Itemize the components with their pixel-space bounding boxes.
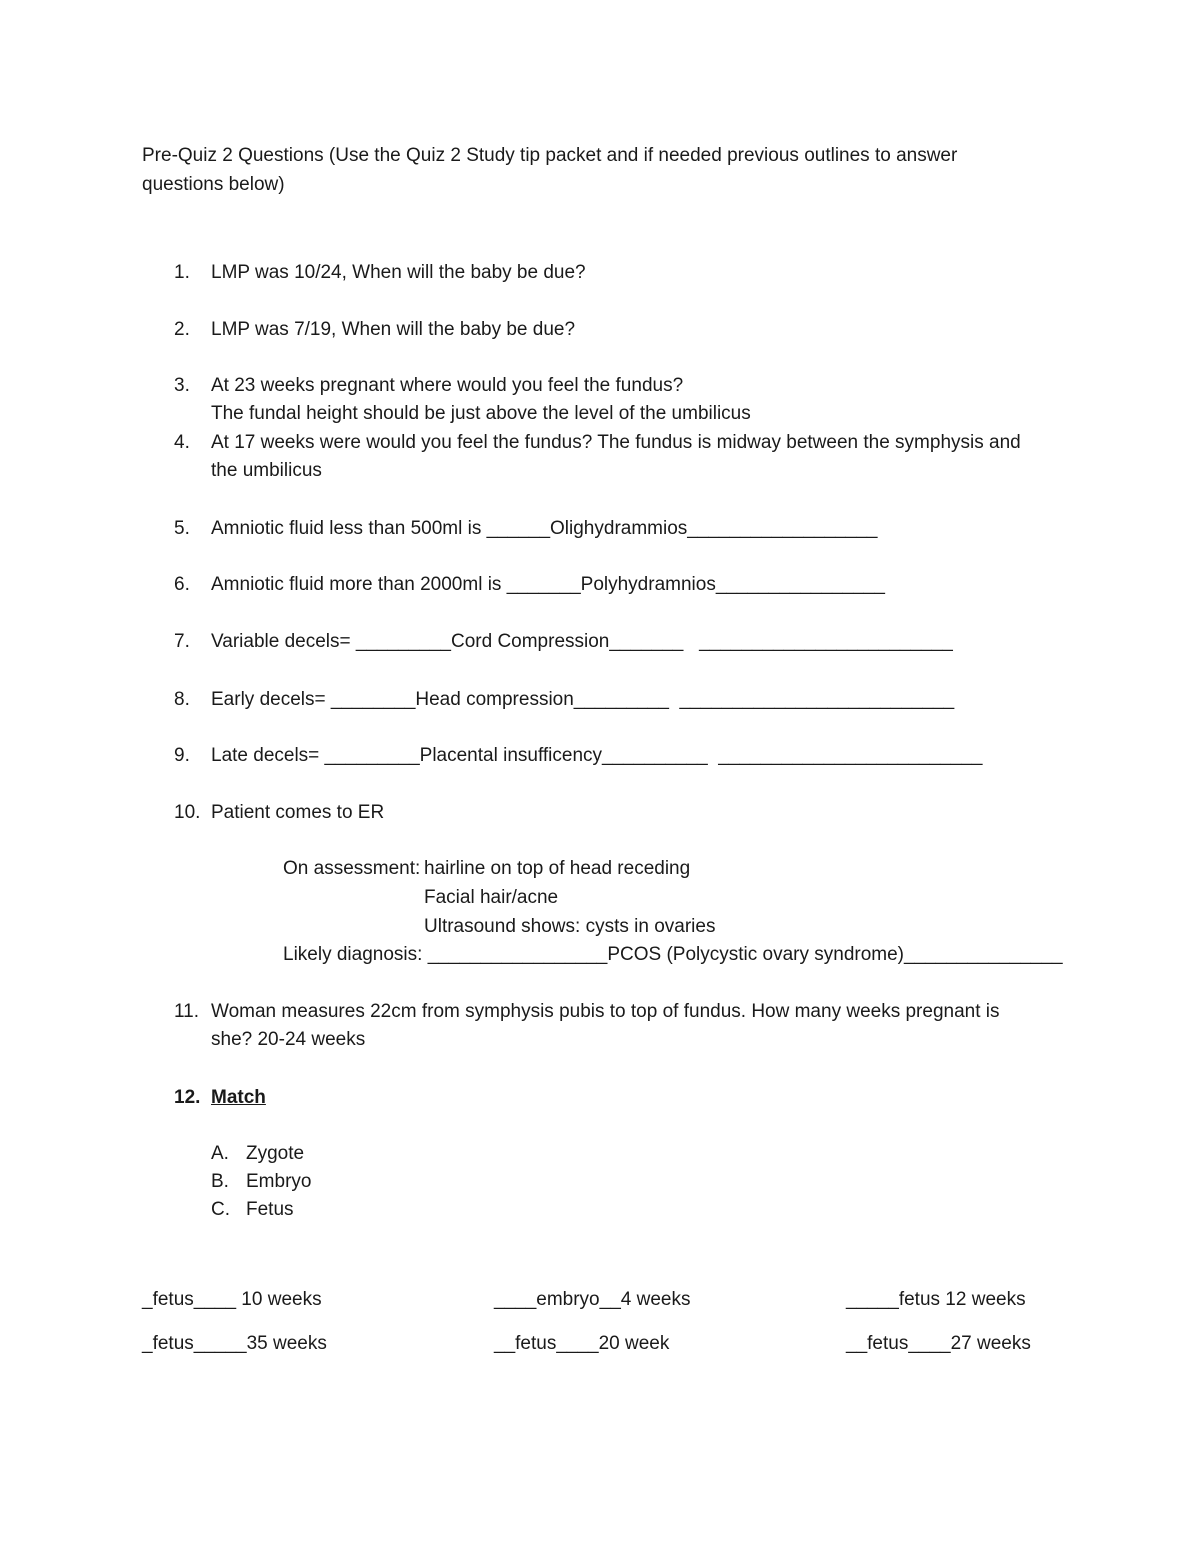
match-answer: _fetus____ 10 weeks <box>142 1289 322 1310</box>
assessment-label: On assessment: <box>283 858 421 879</box>
question-number: 4. <box>174 432 190 453</box>
option-letter: A. <box>211 1143 229 1164</box>
question-text: Amniotic fluid more than 2000ml is _______Polyhydramnios________________ <box>211 574 885 595</box>
assessment-item: Facial hair/acne <box>424 887 559 908</box>
question-text: At 17 weeks were would you feel the fundus? The fundus is midway between the symphysis and <box>211 432 1021 453</box>
question-text: she? 20-24 weeks <box>211 1029 366 1050</box>
match-answer: _____fetus 12 weeks <box>846 1289 1026 1310</box>
question-number: 2. <box>174 319 190 340</box>
match-answer: ____embryo__4 weeks <box>494 1289 691 1310</box>
question-number: 9. <box>174 745 190 766</box>
option-text: Embryo <box>246 1171 312 1192</box>
match-title: Match <box>211 1087 266 1108</box>
match-answer: __fetus____27 weeks <box>846 1333 1031 1354</box>
header-line-2: questions below) <box>142 174 285 195</box>
option-letter: C. <box>211 1199 230 1220</box>
question-text: Early decels= ________Head compression_________ __________________________ <box>211 689 955 710</box>
assessment-item: hairline on top of head receding <box>424 858 691 879</box>
question-text: At 23 weeks pregnant where would you feel the fundus? <box>211 375 684 396</box>
question-text: LMP was 10/24, When will the baby be due? <box>211 262 586 283</box>
question-text: LMP was 7/19, When will the baby be due? <box>211 319 576 340</box>
question-number: 11. <box>174 1001 200 1022</box>
option-text: Fetus <box>246 1199 294 1220</box>
question-text: Woman measures 22cm from symphysis pubis to top of fundus. How many weeks pregnant is <box>211 1001 1000 1022</box>
question-number: 10. <box>174 802 201 823</box>
question-text: Variable decels= _________Cord Compression_______ ________________________ <box>211 631 953 652</box>
question-number: 12. <box>174 1087 201 1108</box>
header-line-1: Pre-Quiz 2 Questions (Use the Quiz 2 Study tip packet and if needed previous outlines to answer <box>142 145 958 166</box>
question-number: 3. <box>174 375 190 396</box>
question-number: 1. <box>174 262 190 283</box>
option-text: Zygote <box>246 1143 305 1164</box>
match-answer: _fetus_____35 weeks <box>142 1333 327 1354</box>
question-number: 6. <box>174 574 190 595</box>
likely-diagnosis: Likely diagnosis: _________________PCOS (Polycystic ovary syndrome)_______________ <box>283 944 1063 965</box>
question-text: Amniotic fluid less than 500ml is ______Olighydrammios__________________ <box>211 518 878 539</box>
assessment-item: Ultrasound shows: cysts in ovaries <box>424 916 716 937</box>
question-text: Patient comes to ER <box>211 802 385 823</box>
question-text: Late decels= _________Placental insufficency__________ _________________________ <box>211 745 983 766</box>
question-number: 7. <box>174 631 190 652</box>
match-answer: __fetus____20 week <box>494 1333 670 1354</box>
option-letter: B. <box>211 1171 229 1192</box>
question-number: 8. <box>174 689 190 710</box>
question-number: 5. <box>174 518 190 539</box>
answer-text: The fundal height should be just above the level of the umbilicus <box>211 403 751 424</box>
question-text: the umbilicus <box>211 460 322 481</box>
